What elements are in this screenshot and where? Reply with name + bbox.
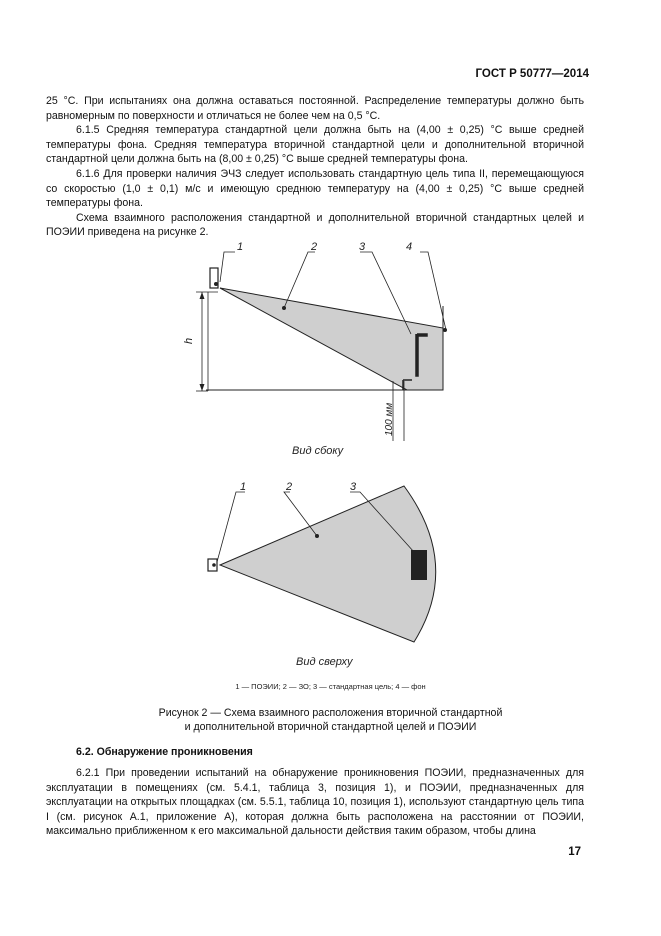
figure-legend: 1 — ПОЭИИ; 2 — ЗО; 3 — стандартная цель; 4 — фон	[235, 682, 426, 691]
body-text-top	[46, 94, 584, 240]
label-4: 4	[406, 241, 413, 253]
caption-line: и дополнительной вторичной стандартной целей и ПОЭИИ	[184, 721, 477, 733]
paragraph: 6.1.6 Для проверки наличия ЭЧЗ следует использовать стандартную цель типа II, перемещающуюся со скоростью (1,0 ± 0,1) м/с и имеющую среднюю температуру на (4,00 ± 0,25) °С выше средней температуры фона.	[46, 167, 584, 210]
paragraph: Схема взаимного расположения стандартной и дополнительной вторичной стандартных целей и ПОЭИИ приведена на рисунке 2.	[46, 211, 584, 239]
standard-target	[411, 550, 427, 580]
label-3: 3	[350, 481, 357, 493]
document-header: ГОСТ Р 50777—2014	[475, 68, 589, 80]
detection-zone	[220, 486, 436, 642]
figure-caption	[0, 706, 661, 734]
label-1: 1	[237, 241, 244, 253]
label-1: 1	[240, 481, 247, 493]
page-number: 17	[568, 846, 581, 858]
caption-line: Рисунок 2 — Схема взаимного расположения вторичной стандартной	[158, 707, 503, 719]
detection-zone	[220, 288, 443, 390]
section-title: 6.2. Обнаружение проникновения	[76, 746, 253, 758]
paragraph: 6.1.5 Средняя температура стандартной цели должна быть на (4,00 ± 0,25) °С выше средней температуры фона. Средняя температура вторичной стандартной цели и дополнительной вторичной стандартной цели должна быть на (8,00 ± 0,25) °С выше средней температуры фона.	[46, 124, 584, 166]
label-2: 2	[311, 241, 318, 253]
view-top-caption: Вид сверху	[296, 656, 353, 668]
label-2: 2	[286, 481, 293, 493]
top-view-diagram	[200, 476, 460, 651]
body-text-bottom	[46, 766, 584, 839]
paragraph: 25 °С. При испытаниях она должна оставаться постоянной. Распределение температуры должно быть равномерным по поверхности и отличаться не более чем на 0,5 °С.	[46, 95, 584, 122]
dimension-h: h	[183, 337, 195, 344]
dimension-100mm: 100 мм	[384, 402, 395, 436]
paragraph: 6.2.1 При проведении испытаний на обнаружение проникновения ПОЭИИ, предназначенных для эксплуатации в помещениях (см. 5.4.1, таблица 3, позиция 1), и ПОЭИИ, предназначенных для эксплуатации на открытых площадках (см. 5.5.1, таблица 10, позиция 1), используют стандартную цель типа I (см. рисунок А.1, приложение А), которая должна быть расположена на расстоянии от ПОЭИИ, максимально приближенном к его максимальной дальности действия таким образом, чтобы длина	[46, 767, 584, 838]
side-view-diagram	[180, 236, 470, 441]
label-3: 3	[359, 241, 366, 253]
view-side-caption: Вид сбоку	[292, 445, 344, 457]
